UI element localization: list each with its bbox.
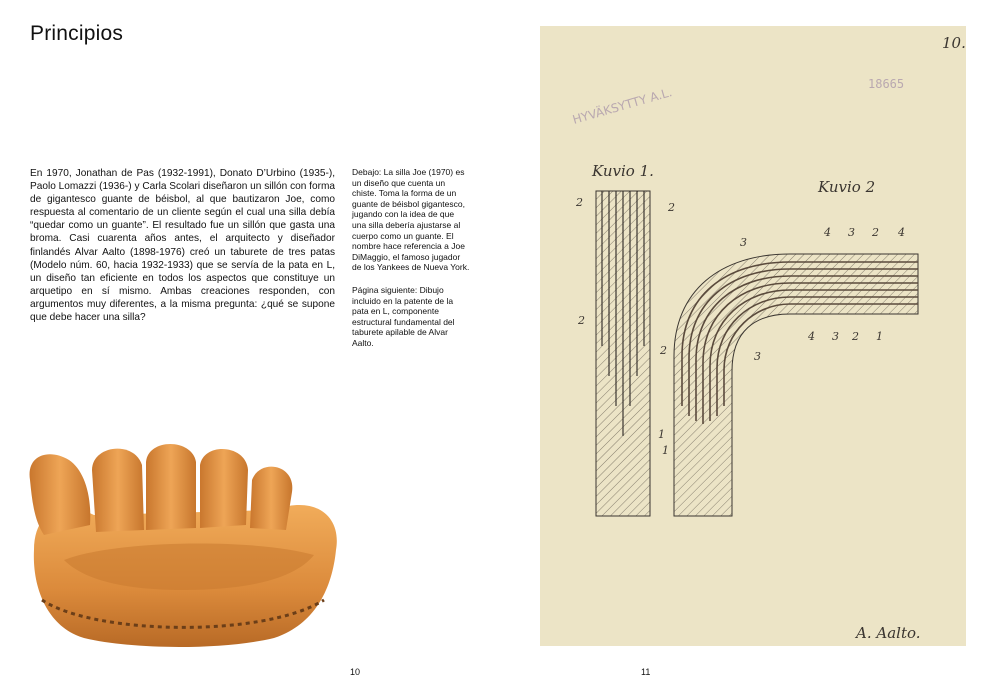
signature: A. Aalto. [856, 624, 921, 642]
callout: 4 [898, 226, 905, 239]
callout: 3 [740, 236, 747, 249]
callout: 3 [848, 226, 855, 239]
patent-drawing-svg [540, 26, 966, 646]
page-mark: 10. [942, 34, 966, 52]
callout: 2 [872, 226, 879, 239]
callout: 3 [754, 350, 761, 363]
callout: 4 [824, 226, 831, 239]
stamp-number: 18665 [868, 77, 905, 91]
page-title: Principios [30, 22, 124, 45]
caption-column [352, 167, 470, 361]
page-number-right: 11 [641, 667, 651, 677]
label-kuvio-2: Kuvio 2 [818, 178, 876, 196]
callout: 1 [662, 444, 669, 457]
callout: 4 [808, 330, 815, 343]
caption-aalto-drawing: Página siguiente: Dibujo incluido en la patente de la pata en L, componente estructural fundamental del taburete apilable de Alvar Aalto. [352, 284, 455, 348]
aalto-patent-drawing [540, 26, 966, 646]
callout: 2 [660, 344, 667, 357]
callout: 1 [658, 428, 665, 441]
label-kuvio-1: Kuvio 1. [592, 162, 654, 180]
callout: 2 [668, 201, 675, 214]
callout: 1 [876, 330, 883, 343]
joe-chair-image [24, 440, 344, 650]
caption-joe-chair: Debajo: La silla Joe (1970) es un diseño que cuenta un chiste. Toma la forma de un guante de béisbol gigantesco, jugando con la idea de que una silla debería ajustarse al cuerpo como un guante. El nombre hace referencia a Joe DiMaggio, el famoso jugador de los Yankees de Nueva York. [352, 167, 470, 273]
page-number-left: 10 [350, 667, 361, 677]
stamp-text: HYVÄKSYTTY A.L. [570, 85, 674, 127]
callout: 2 [578, 314, 585, 327]
callout: 3 [832, 330, 839, 343]
body-text: En 1970, Jonathan de Pas (1932-1991), Donato D’Urbino (1935-), Paolo Lomazzi (1936-) y Carla Scolari diseñaron un sillón con forma de gigantesco guante de béisbol, al que bautizaron Joe, como respuesta al comentario de un cliente según el cual una silla debía “quedar como un guante”. El resultado fue un sillón que gasta una broma. Casi cuarenta años antes, el arquitecto y diseñador finlandés Alvar Aalto (1898-1976) creó un taburete de tres patas (Modelo núm. 60, hacia 1932-1933) que se servía de la pata en L, un diseño tan eficiente en todos los aspectos que constituye un arquetipo en sí mismo. Ambas creaciones responden, con argumentos muy diferentes, a la misma pregunta: ¿qué se supone que debe hacer una silla? [30, 168, 335, 324]
callout: 2 [852, 330, 859, 343]
callout: 2 [576, 196, 583, 209]
